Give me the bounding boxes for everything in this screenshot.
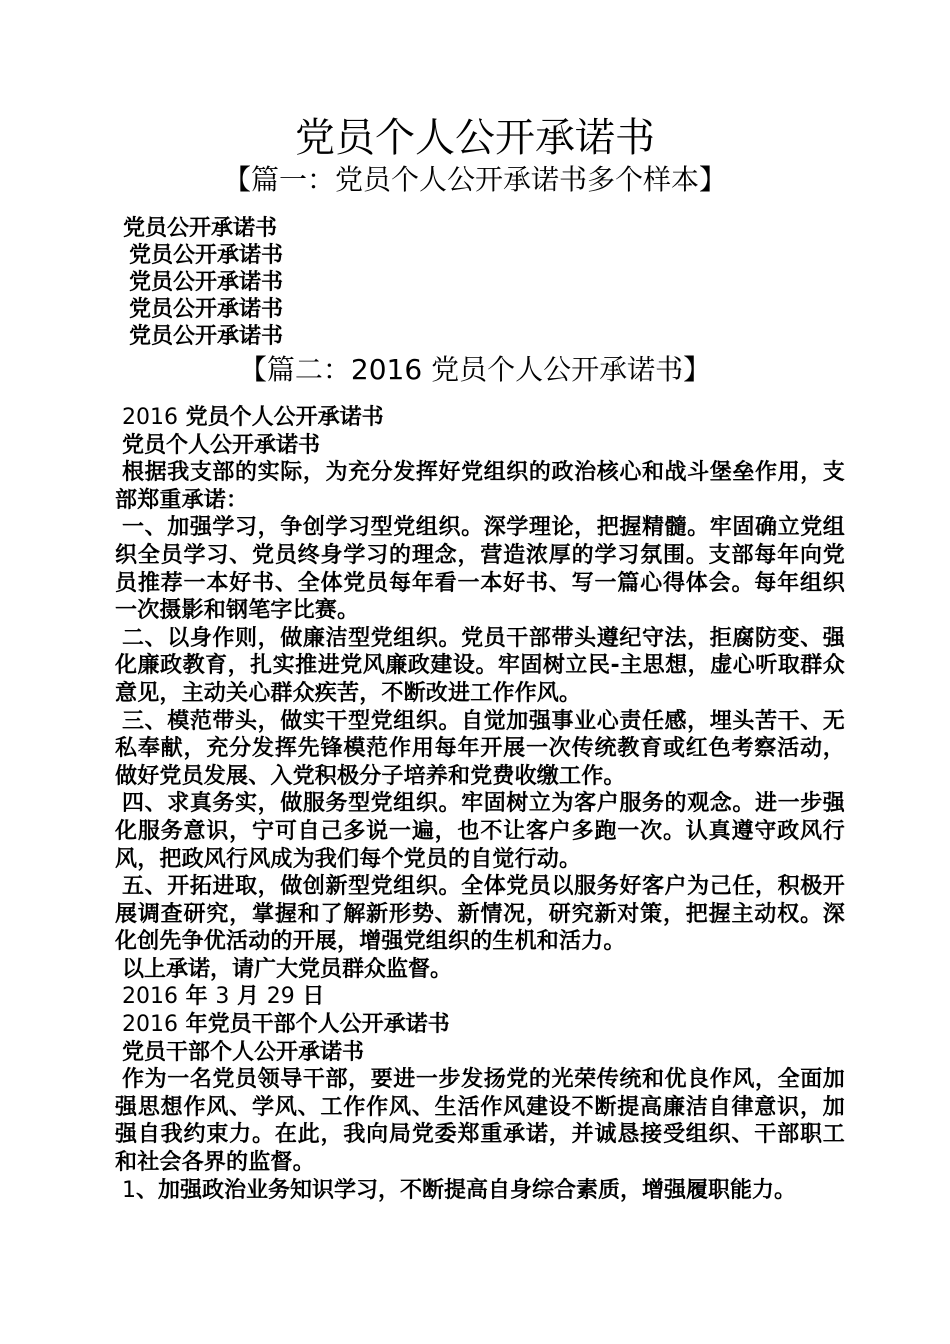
date-day: 29 [266, 984, 295, 1010]
doc-title-text: 党员个人公开承诺书 [185, 405, 384, 430]
document-title: 党员个人公开承诺书 [295, 115, 655, 161]
date-year: 2016 [122, 984, 178, 1010]
doc-title-year: 2016 [122, 405, 178, 430]
section-heading-1: 【篇一：党员个人公开承诺书多个样本】 [222, 163, 727, 196]
second-item-1-number: 1 [122, 1177, 136, 1203]
doc-subtitle: 党员个人公开承诺书 [122, 432, 321, 458]
closing-line: 以上承诺，请广大党员群众监督。 [122, 956, 453, 982]
doc-title-line [115, 404, 845, 432]
sample-line: 党员公开承诺书 [123, 216, 278, 241]
second-item-1 [115, 1177, 845, 1205]
sample-line: 党员公开承诺书 [129, 297, 284, 322]
commitment-item-4: 四、求真务实，做服务型党组织。牢固树立为客户服务的观念。进一步强化服务意识，宁可自己多说一遍，也不让客户多跑一次。认真遵守政风行风，把政风行风成为我们每个党员的自觉行动。 [115, 791, 845, 872]
second-title-year: 2016 [122, 1012, 178, 1038]
second-item-1-text: 、加强政治业务知识学习，不断提高自身综合素质，增强履职能力。 [136, 1177, 797, 1203]
sample-line: 党员公开承诺书 [129, 324, 284, 349]
sample-line: 党员公开承诺书 [129, 270, 284, 295]
second-subtitle: 党员干部个人公开承诺书 [122, 1039, 365, 1065]
second-title-text: 年党员干部个人公开承诺书 [185, 1012, 450, 1038]
intro-paragraph: 根据我支部的实际，为充分发挥好党组织的政治核心和战斗堡垒作用，支部郑重承诺： [115, 460, 845, 513]
date-line [115, 983, 845, 1011]
sample-list [115, 215, 845, 350]
second-title-line [115, 1011, 845, 1039]
section-2-body [115, 404, 845, 1204]
commitment-item-1: 一、加强学习，争创学习型党组织。深学理论，把握精髓。牢固确立党组织全员学习、党员终身学习的理念，营造浓厚的学习氛围。支部每年向党员推荐一本好书、全体党员每年看一本好书、写一篇心得体会。每年组织一次摄影和钢笔字比赛。 [115, 515, 845, 624]
second-intro-paragraph: 作为一名党员领导干部，要进一步发扬党的光荣传统和优良作风，全面加强思想作风、学风、工作作风、生活作风建设不断提高廉洁自律意识，加强自我约束力。在此，我向局党委郑重承诺，并诚恳接受组织、干部职工和社会各界的监督。 [115, 1067, 845, 1176]
commitment-item-2: 二、以身作则，做廉洁型党组织。党员干部带头遵纪守法，拒腐防变、强化廉政教育，扎实推进党风廉政建设。牢固树立民-主思想，虚心听取群众意见，主动关心群众疾苦，不断改进工作作风。 [115, 625, 845, 706]
sample-line: 党员公开承诺书 [129, 243, 284, 268]
commitment-item-3: 三、模范带头，做实干型党组织。自觉加强事业心责任感，埋头苦干、无私奉献，充分发挥先锋模范作用每年开展一次传统教育或红色考察活动，做好党员发展、入党积极分子培养和党费收缴工作。 [115, 708, 845, 789]
commitment-item-5: 五、开拓进取，做创新型党组织。全体党员以服务好客户为己任，积极开展调查研究，掌握和了解新形势、新情况，研究新对策，把握主动权。深化创先争优活动的开展，增强党组织的生机和活力。 [115, 874, 845, 955]
date-month: 3 [215, 984, 230, 1010]
date-year-char: 年 [185, 984, 208, 1010]
section-heading-2: 【篇二：2016 党员个人公开承诺书】 [238, 353, 712, 386]
date-month-char: 月 [237, 984, 260, 1010]
date-day-char: 日 [302, 984, 325, 1010]
